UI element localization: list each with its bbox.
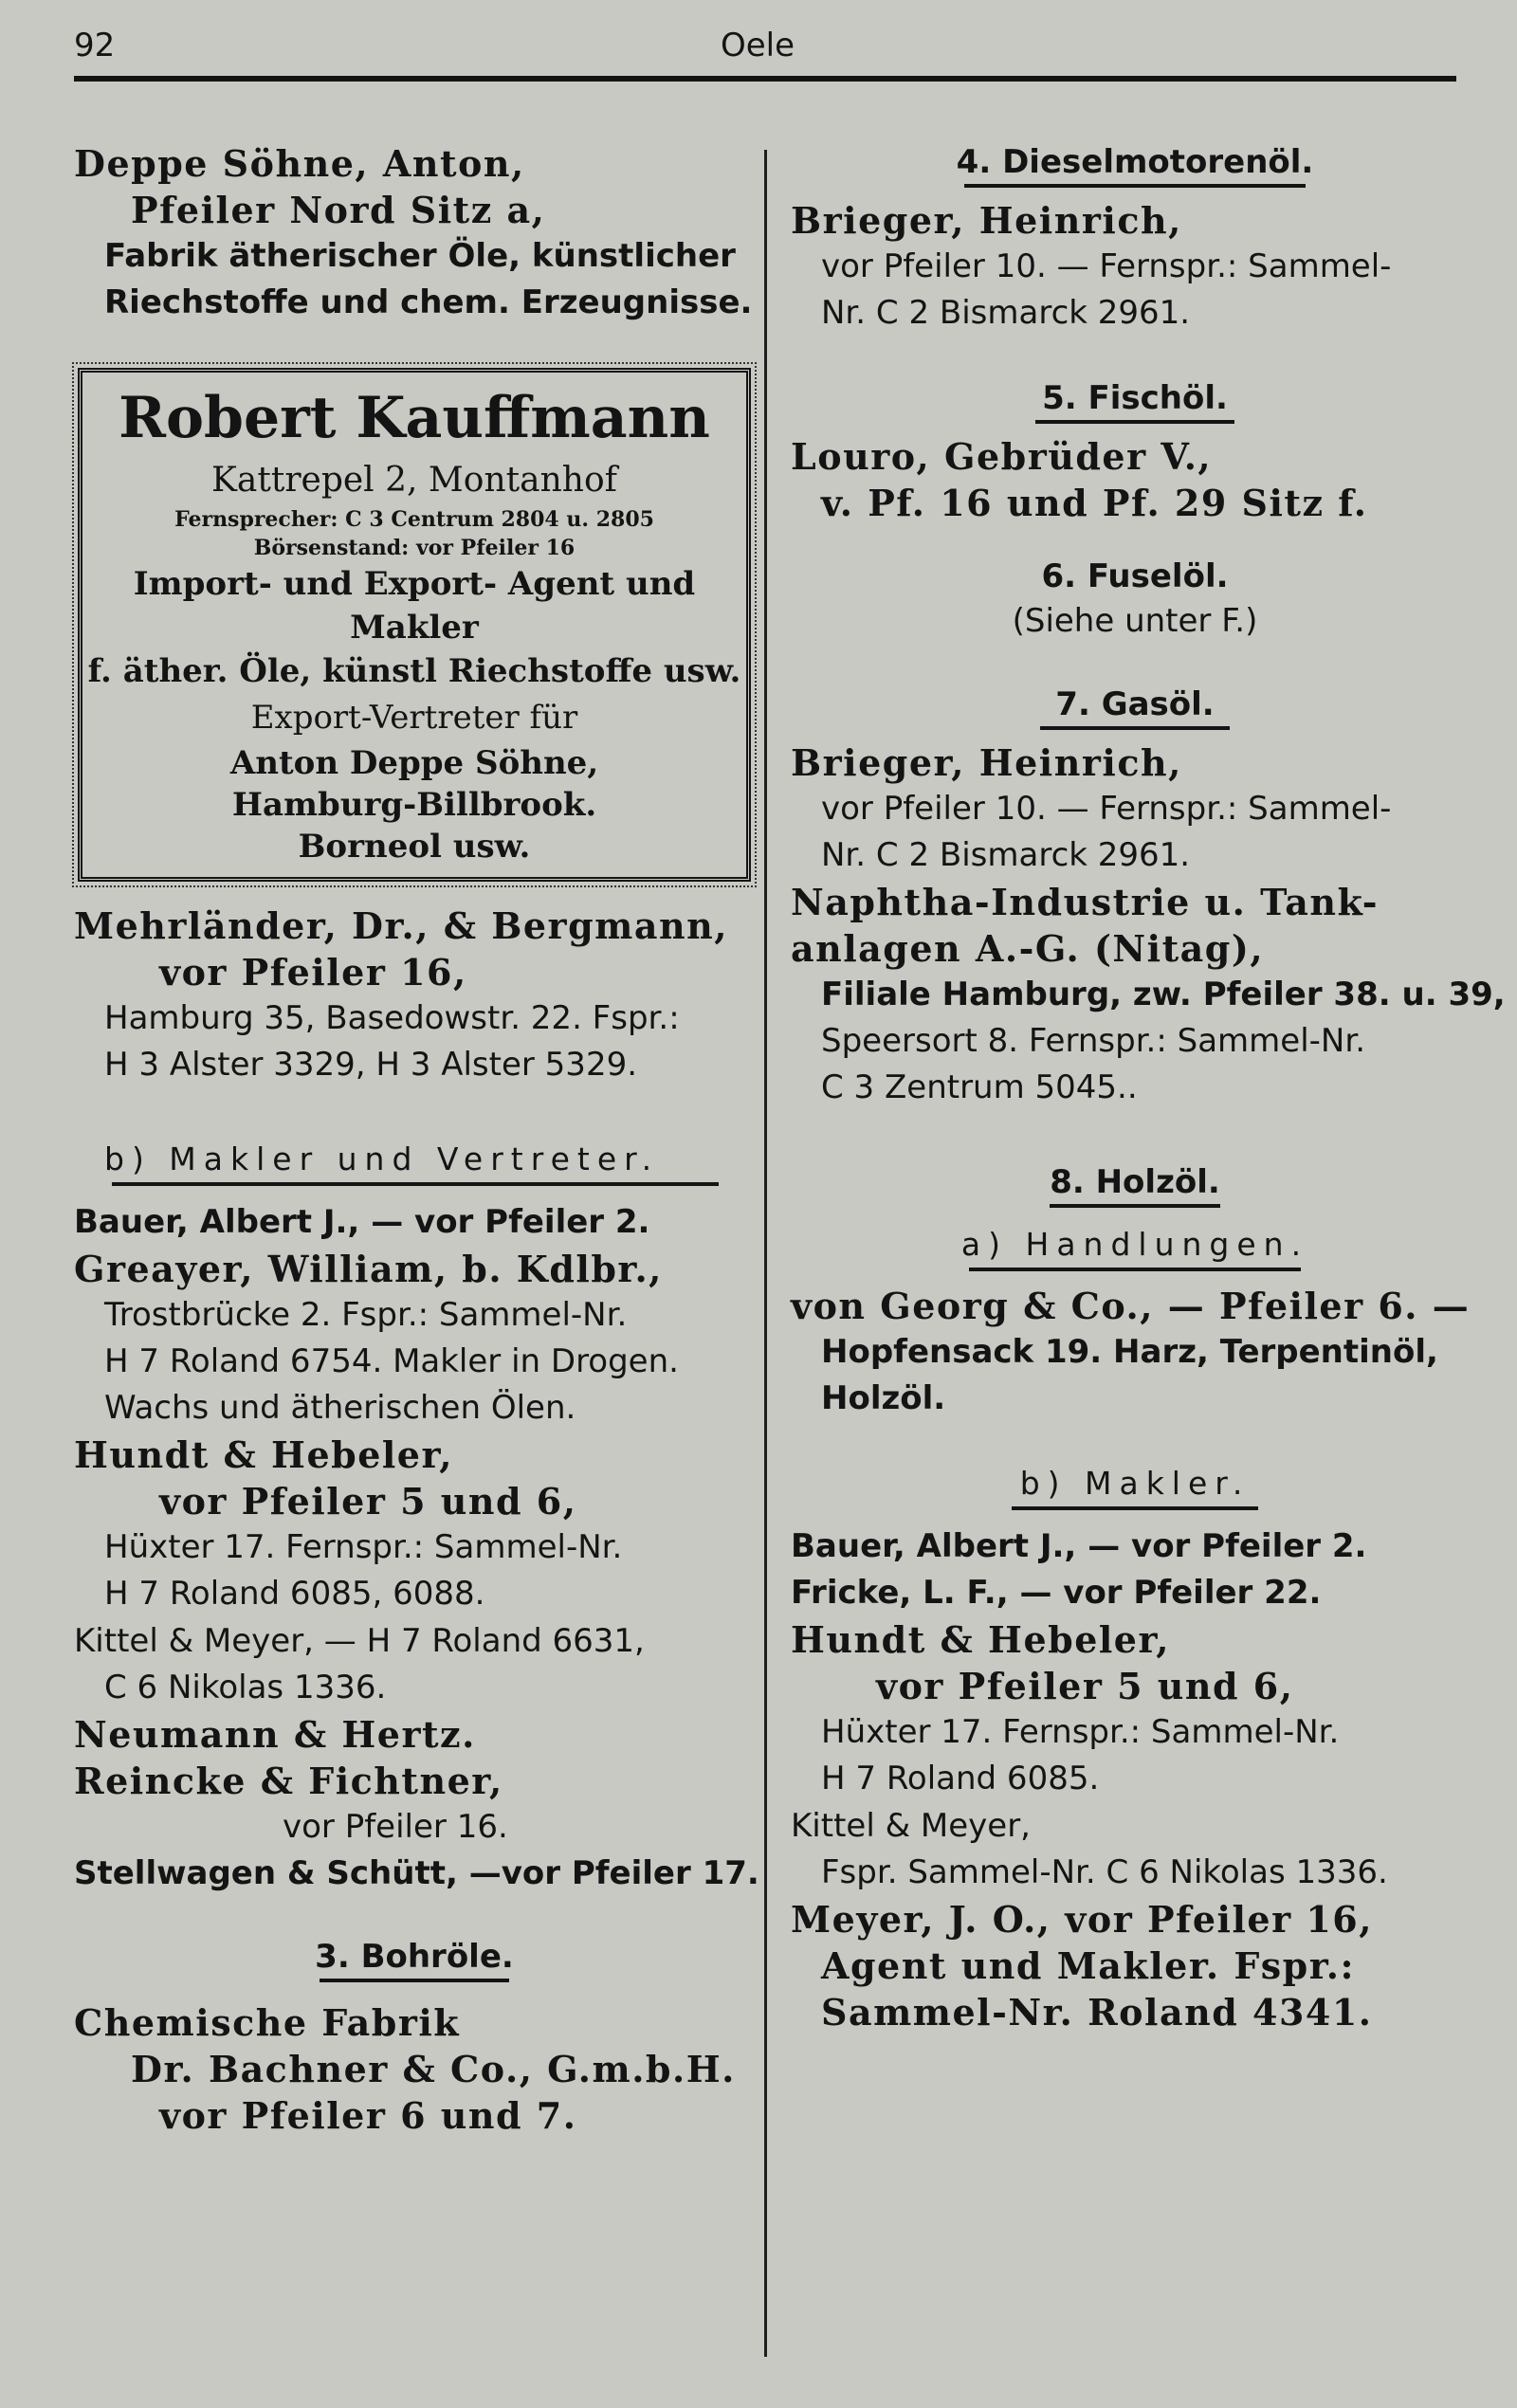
subsection-handlungen [791, 1221, 1479, 1271]
entry-detail: Hamburg 35, Basedowstr. 22. Fspr.: [104, 999, 680, 1037]
entry-address: vor Pfeiler 16, [159, 951, 467, 994]
ad-exchange-stand: Börsenstand: vor Pfeiler 16 [253, 536, 576, 560]
section-makler-vertreter [74, 1136, 755, 1186]
entry-detail: C 3 Zentrum 5045.. [821, 1068, 1138, 1106]
section-fischoel [791, 376, 1479, 424]
entry-detail: H 7 Roland 6085, 6088. [104, 1575, 485, 1613]
entry-detail: Hüxter 17. Fernspr.: Sammel-Nr. [821, 1713, 1340, 1751]
section-underline [1035, 420, 1234, 424]
entry-address: vor Pfeiler 5 und 6, [876, 1665, 1294, 1707]
section-diesel [791, 140, 1479, 188]
entry-detail: C 6 Nikolas 1336. [104, 1669, 387, 1706]
entry-detail: H 3 Alster 3329, H 3 Alster 5329. [104, 1046, 638, 1084]
entry-name: Naphtha-Industrie u. Tank- [791, 881, 1380, 923]
entry-detail: Filiale Hamburg, zw. Pfeiler 38. u. 39, [821, 976, 1506, 1013]
entry-address: vor Pfeiler 5 und 6, [159, 1480, 577, 1523]
entry-name: Hundt & Hebeler, [791, 1618, 1170, 1661]
section-underline [1050, 1204, 1220, 1208]
entry-detail: Hopfensack 19. Harz, Terpentinöl, [821, 1333, 1438, 1371]
column-divider [764, 150, 767, 2357]
section-heading: 5. Fischöl. [1042, 379, 1228, 417]
entry-fricke: Fricke, L. F., — vor Pfeiler 22. [791, 1574, 1322, 1612]
section-heading: 4. Dieselmotorenöl. [956, 143, 1314, 181]
entry-detail: Hüxter 17. Fernspr.: Sammel-Nr. [104, 1528, 623, 1566]
entry-detail: Nr. C 2 Bismarck 2961. [821, 294, 1191, 332]
section-heading: 7. Gasöl. [1055, 685, 1215, 723]
entry-name: von Georg & Co., — Pfeiler 6. — [791, 1285, 1471, 1327]
entry-address: v. Pf. 16 und Pf. 29 Sitz f. [821, 482, 1368, 524]
section-note: (Siehe unter F.) [1012, 602, 1258, 640]
entry-detail: Fabrik ätherischer Öle, künstlicher [104, 237, 736, 275]
left-column [74, 133, 759, 2139]
entry-name: Chemische Fabrik [74, 2001, 461, 2044]
entry-kittel: Kittel & Meyer, [791, 1807, 1031, 1845]
section-underline [969, 1268, 1301, 1271]
section-underline [320, 1979, 509, 1982]
entry-detail: vor Pfeiler 16. [283, 1808, 508, 1846]
entry-detail: Agent und Makler. Fspr.: [821, 1944, 1356, 1987]
subsection-heading: b) Makler. [1019, 1465, 1251, 1502]
section-underline [964, 184, 1306, 188]
section-fuseloel [791, 555, 1479, 645]
entry-bauer: Bauer, Albert J., — vor Pfeiler 2. [74, 1203, 650, 1241]
section-heading: 8. Holzöl. [1050, 1163, 1220, 1201]
entry-detail: Trostbrücke 2. Fspr.: Sammel-Nr. [104, 1296, 628, 1334]
entry-detail: vor Pfeiler 10. — Fernspr.: Sammel- [821, 247, 1392, 285]
ad-agent-line: f. äther. Öle, künstl Riechstoffe usw. [87, 652, 741, 690]
section-underline [112, 1182, 719, 1186]
ad-phone: Fernsprecher: C 3 Centrum 2804 u. 2805 [174, 507, 654, 532]
section-heading: 6. Fuselöl. [1041, 557, 1229, 595]
entry-kittel: Kittel & Meyer, — H 7 Roland 6631, [74, 1622, 645, 1660]
section-underline [1012, 1506, 1258, 1510]
section-underline [1040, 726, 1230, 730]
entry-detail: Riechstoffe und chem. Erzeugnisse. [104, 283, 753, 321]
entry-neumann: Neumann & Hertz. [74, 1713, 476, 1756]
ad-agent-line: Import- und Export- Agent und Makler [133, 565, 696, 647]
entry-detail: H 7 Roland 6754. Makler in Drogen. [104, 1342, 679, 1380]
ad-product: Borneol usw. [298, 828, 531, 866]
page-number: 92 [74, 27, 116, 64]
entry-name: Mehrländer, Dr., & Bergmann, [74, 904, 728, 947]
entry-name: Brieger, Heinrich, [791, 199, 1182, 242]
entry-name: Reincke & Fichtner, [74, 1760, 503, 1802]
section-bohroele [74, 1935, 755, 1982]
page-title: Oele [721, 27, 795, 64]
entry-name: Louro, Gebrüder V., [791, 435, 1213, 478]
entry-detail: Wachs und ätherischen Ölen. [104, 1389, 576, 1427]
entry-mehrlaender [74, 903, 755, 1088]
section-heading: b) Makler und Vertreter. [104, 1140, 660, 1177]
section-holzoel [791, 1160, 1479, 1208]
ad-client-location: Hamburg-Billbrook. [231, 786, 597, 824]
section-heading: 3. Bohröle. [315, 1938, 514, 1976]
entry-name: Greayer, William, b. Kdlbr., [74, 1248, 663, 1290]
section-gasoel [791, 683, 1479, 730]
entry-address: Pfeiler Nord Sitz a, [131, 189, 546, 231]
ad-address: Kattrepel 2, Montanhof [211, 461, 617, 500]
entry-detail: Speersort 8. Fernspr.: Sammel-Nr. [821, 1022, 1366, 1060]
entry-stellwagen: Stellwagen & Schütt, —vor Pfeiler 17. [74, 1854, 759, 1892]
entry-detail: Holzöl. [821, 1379, 946, 1417]
ad-representative: Export-Vertreter für [250, 699, 578, 737]
entry-detail: Fspr. Sammel-Nr. C 6 Nikolas 1336. [821, 1853, 1388, 1891]
entry-detail: Nr. C 2 Bismarck 2961. [821, 836, 1191, 874]
ad-client: Anton Deppe Söhne, [229, 744, 599, 782]
right-column [791, 133, 1506, 2035]
subsection-heading: a) Handlungen. [960, 1226, 1309, 1263]
entry-name: anlagen A.-G. (Nitag), [791, 927, 1265, 970]
entry-name: Brieger, Heinrich, [791, 741, 1182, 784]
header-rule [74, 76, 1456, 82]
entry-name: Deppe Söhne, Anton, [74, 142, 525, 185]
subsection-makler [791, 1460, 1479, 1510]
entry-detail: Sammel-Nr. Roland 4341. [821, 1991, 1373, 2034]
ad-company-name: Robert Kauffmann [119, 385, 710, 451]
entry-name: Hundt & Hebeler, [74, 1433, 453, 1476]
entry-name: Meyer, J. O., vor Pfeiler 16, [791, 1898, 1373, 1941]
entry-detail: H 7 Roland 6085. [821, 1760, 1100, 1797]
entry-detail: vor Pfeiler 10. — Fernspr.: Sammel- [821, 790, 1392, 828]
entry-name: Dr. Bachner & Co., G.m.b.H. [131, 2048, 736, 2090]
entry-deppe [74, 140, 755, 326]
entry-bauer: Bauer, Albert J., — vor Pfeiler 2. [791, 1527, 1367, 1565]
entry-address: vor Pfeiler 6 und 7. [159, 2094, 577, 2137]
advertisement-box [78, 368, 751, 882]
